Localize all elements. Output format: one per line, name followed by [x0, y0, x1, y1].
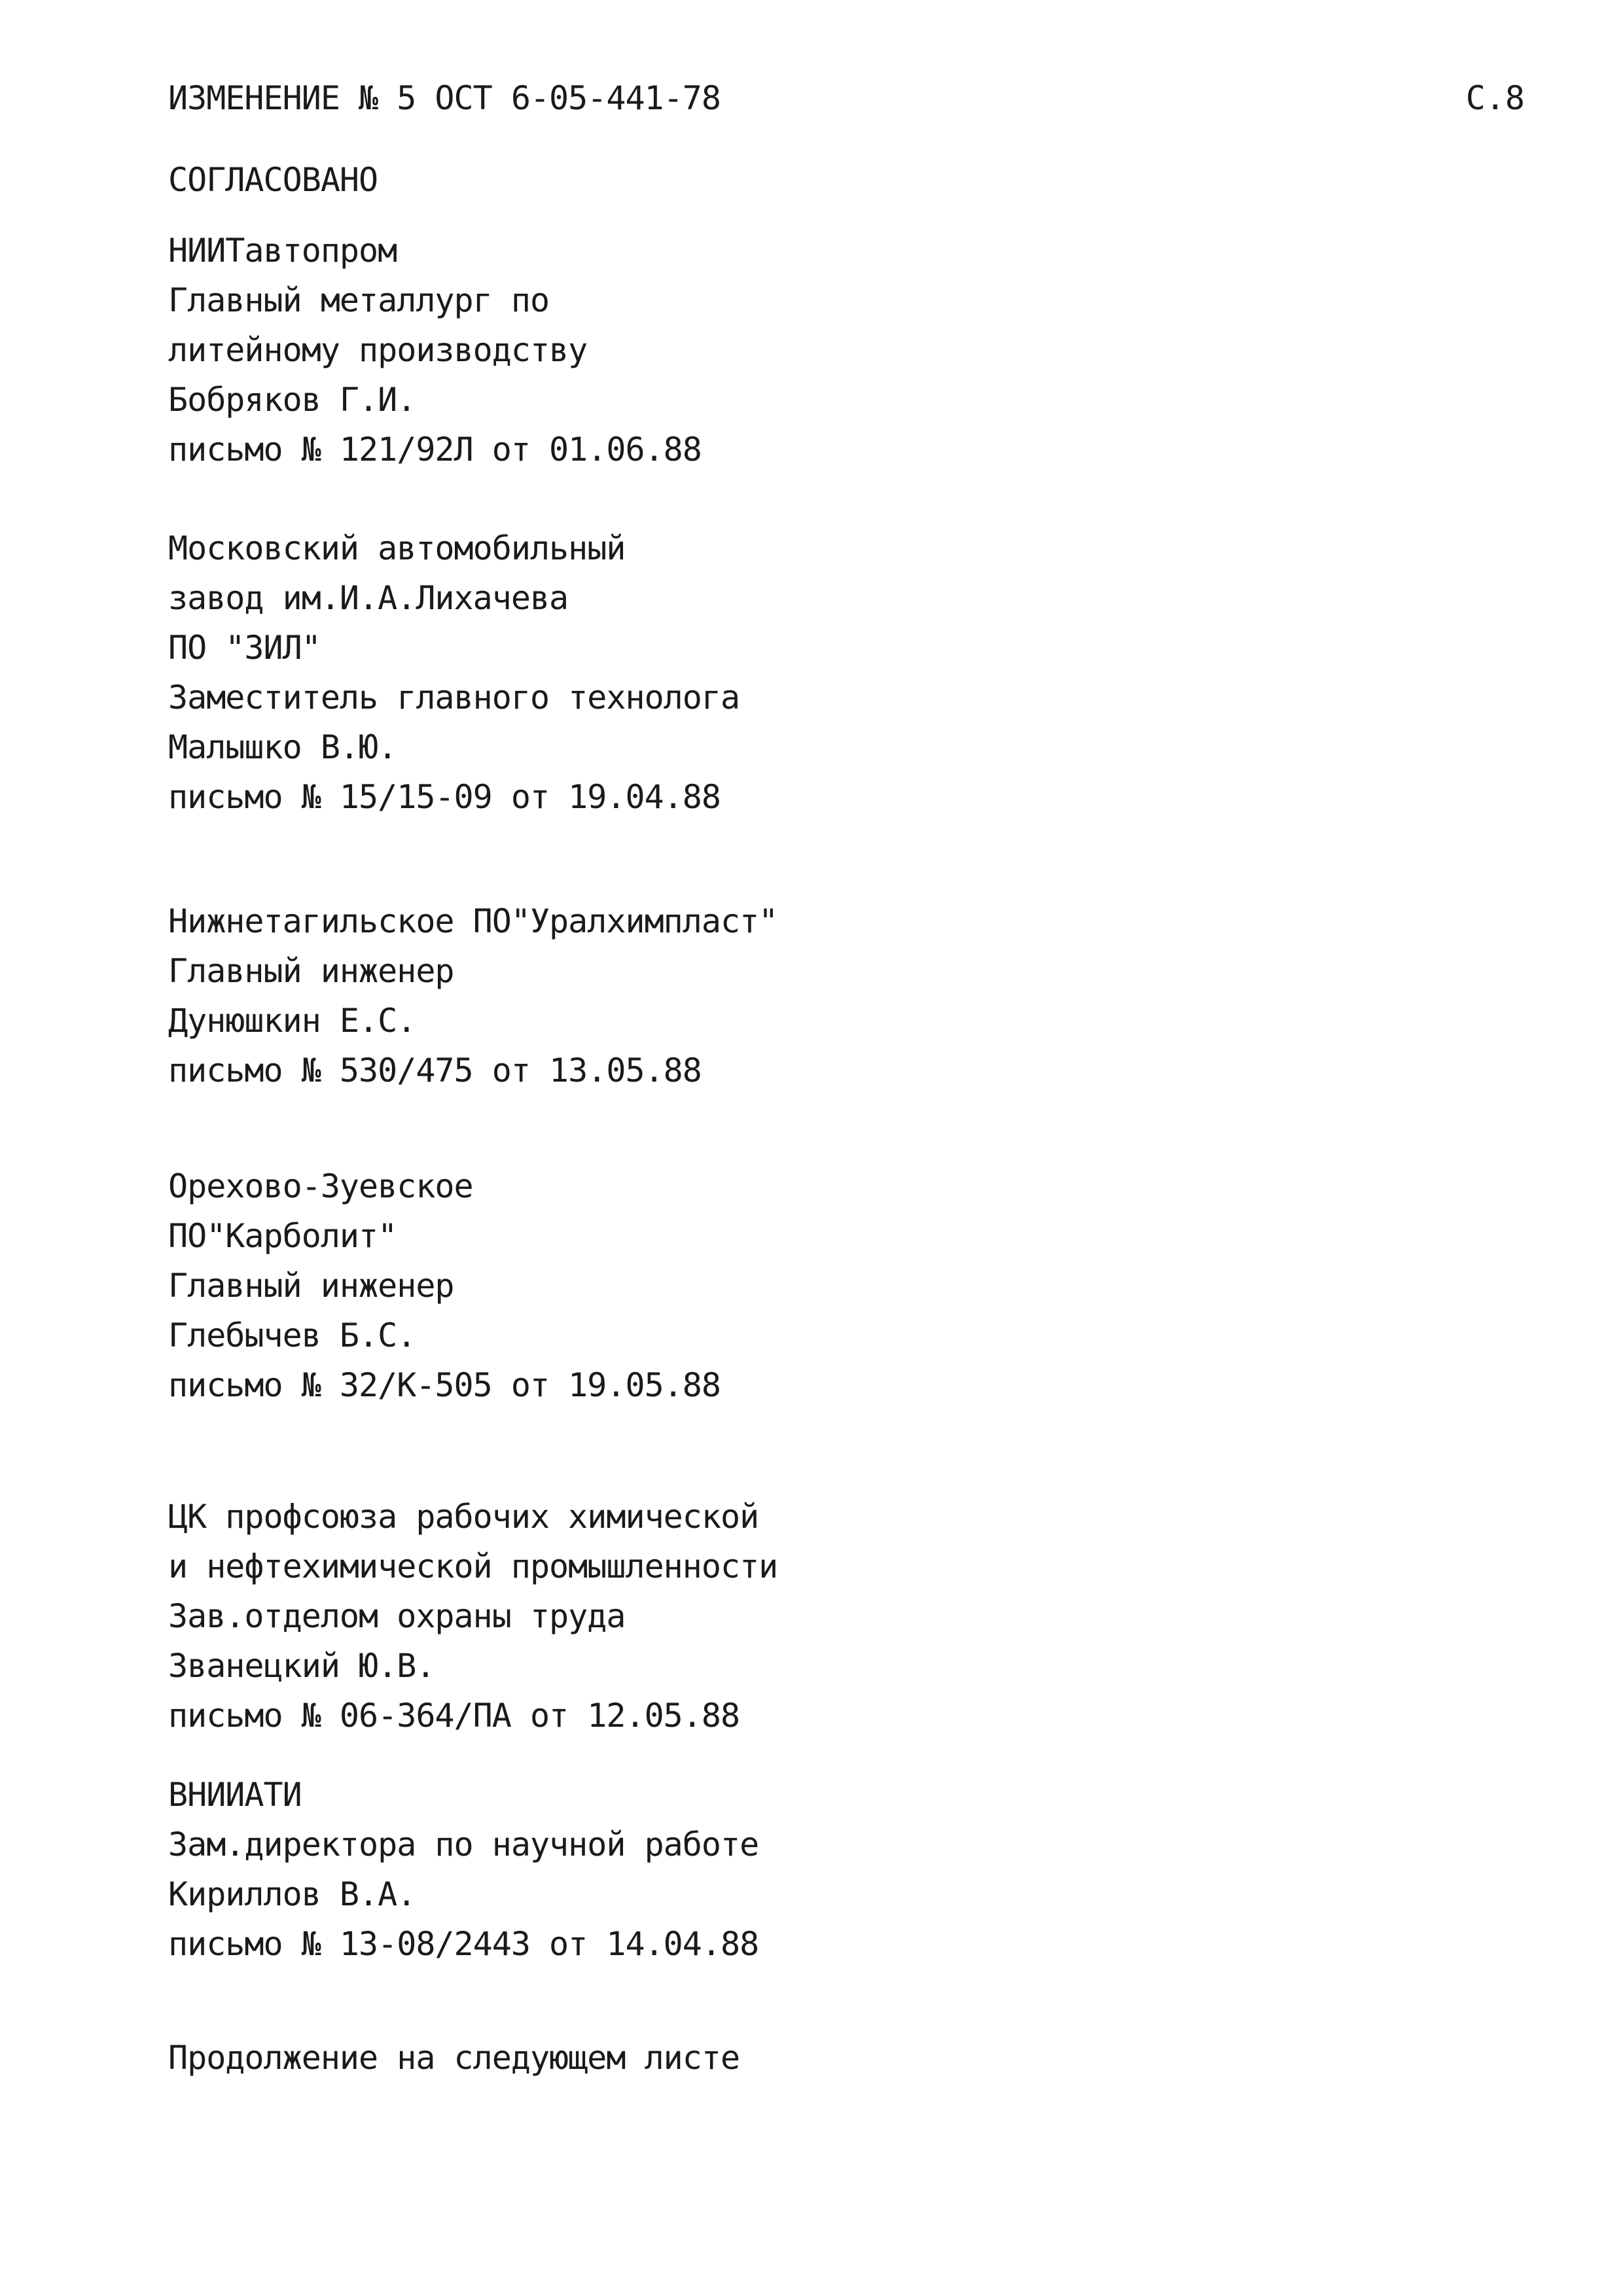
person-name: Званецкий Ю.В.: [168, 1647, 435, 1685]
organization-line: Московский автомобильный: [168, 529, 626, 567]
approval-block-trade-union: [168, 1492, 777, 1740]
page-number: С.8: [1465, 79, 1525, 117]
organization-line: НИИТавтопром: [168, 232, 397, 270]
letter-reference: письмо № 32/К-505 от 19.05.88: [168, 1366, 721, 1404]
continuation-note: Продолжение на следующем листе: [168, 2039, 740, 2077]
person-name: Глебычев Б.С.: [168, 1316, 416, 1354]
letter-reference: письмо № 530/475 от 13.05.88: [168, 1051, 702, 1089]
organization-line: ПО "ЗИЛ": [168, 629, 321, 667]
organization-line: Нижнетагильское ПО"Уралхимпласт": [168, 902, 778, 940]
approval-block-karbolit: [168, 1161, 721, 1410]
person-name: Дунюшкин Е.С.: [168, 1002, 416, 1040]
position-line: Зам.директора по научной работе: [168, 1826, 759, 1863]
approval-block-zil: [168, 523, 740, 822]
approval-block-uralkhimplast: [168, 896, 777, 1095]
organization-line: завод им.И.А.Лихачева: [168, 579, 569, 617]
organization-line: ВНИИАТИ: [168, 1776, 302, 1814]
person-name: Бобряков Г.И.: [168, 381, 416, 419]
approval-block-vniiati: [168, 1770, 758, 1969]
organization-line: и нефтехимической промышленности: [168, 1547, 778, 1585]
position-line: Главный металлург по: [168, 281, 550, 319]
letter-reference: письмо № 121/92Л от 01.06.88: [168, 431, 702, 468]
organization-line: Орехово-Зуевское: [168, 1167, 473, 1205]
position-line: Зав.отделом охраны труда: [168, 1597, 626, 1635]
position-line: литейному производству: [168, 331, 588, 369]
position-line: Главный инженер: [168, 952, 454, 990]
organization-line: ЦК профсоюза рабочих химической: [168, 1498, 759, 1536]
position-line: Заместитель главного технолога: [168, 679, 740, 716]
organization-line: ПО"Карболит": [168, 1217, 397, 1255]
letter-reference: письмо № 13-08/2443 от 14.04.88: [168, 1925, 759, 1963]
person-name: Малышко В.Ю.: [168, 728, 397, 766]
person-name: Кириллов В.А.: [168, 1875, 416, 1913]
approved-label: СОГЛАСОВАНО: [168, 161, 378, 199]
approval-block-niitavtoprom: [168, 226, 702, 474]
letter-reference: письмо № 06-364/ПА от 12.05.88: [168, 1697, 740, 1735]
position-line: Главный инженер: [168, 1267, 454, 1305]
letter-reference: письмо № 15/15-09 от 19.04.88: [168, 778, 721, 816]
document-title: ИЗМЕНЕНИЕ № 5 ОСТ 6-05-441-78: [168, 79, 721, 117]
